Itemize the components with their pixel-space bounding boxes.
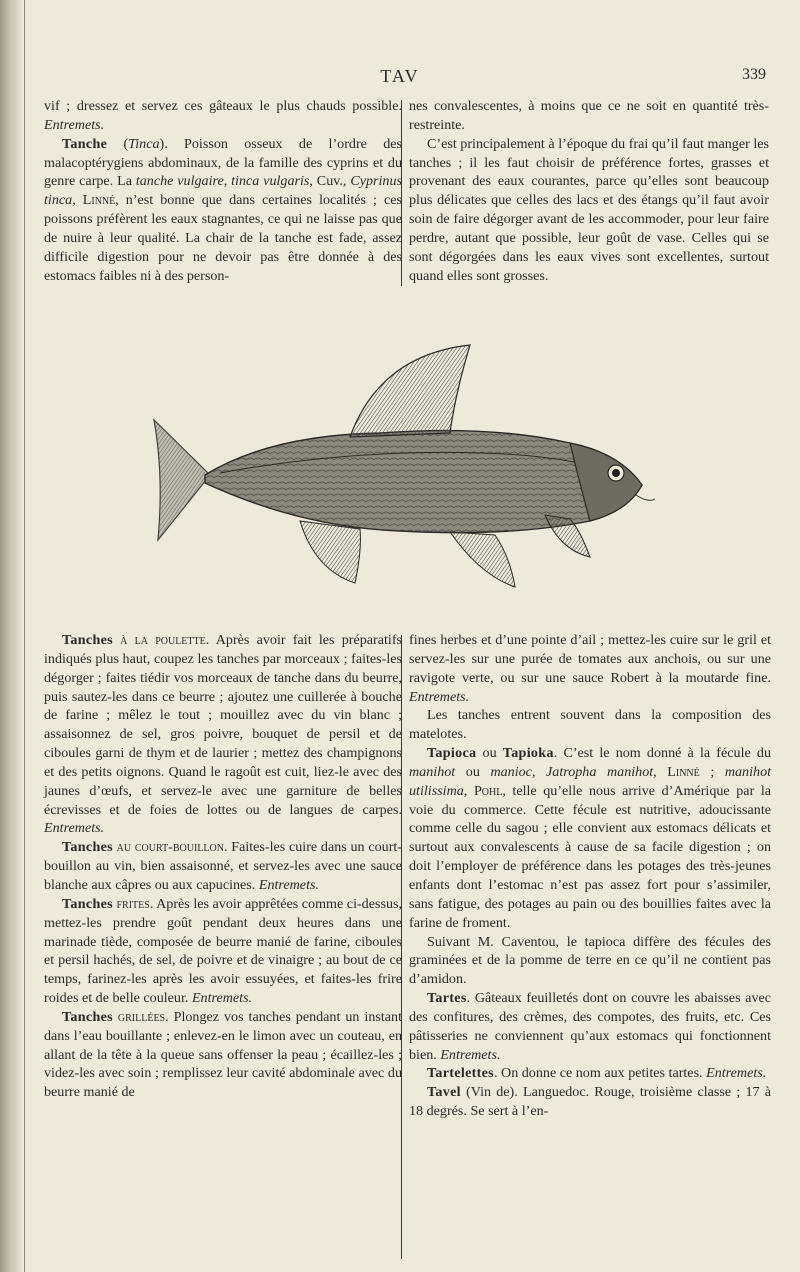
entry-headword: Tapioca	[427, 745, 477, 762]
text: . C’est le nom donné à la fécule du	[553, 745, 771, 762]
text: ;	[699, 763, 725, 780]
author-name: Linné	[667, 763, 700, 780]
latin-name: manioc	[490, 763, 532, 780]
entry-tanches-grillees	[44, 1008, 402, 1102]
latin-name: Cyprinus tinca	[44, 173, 403, 209]
text: ). Poisson osseux de l’ordre des malacoptérygiens abdominaux, de la famille des cyprins et du genre carpe. La	[44, 135, 403, 190]
text: Faites-les cuire dans un court-bouillon au vin, bien assaisonné, et servez-les avec une sauce blanche aux câpres ou aux capucines.	[44, 839, 402, 893]
text: Après avoir fait les préparatifs indiqués plus haut, coupez les tanches par morceaux ; faites-les dégorger ; faites tiédir vos morceaux de tanche dans du beurre, puis sautez-les dans ce beurre ; ajoutez une cuillerée à bouche de farine ; mêlez le tout ; mouillez avec du vin blanc ; assaisonnez de sel, gros poivre, bouquet de persil et de ciboules garni de thym et de laurier ; mettez des champignons et des petits oignons. Quand le ragoût est cuit, liez-le avec des jaunes d’œufs, et servez-le avec une garniture de belles écrevisses et de foies de lottes ou de langues de carpes.	[44, 632, 402, 818]
text: (Vin de). Languedoc. Rouge, troisième classe ; 17 à 18 degrés. Se sert à l’en-	[409, 1084, 771, 1120]
latin-name: manihot utilissima	[409, 763, 772, 799]
entry-headword: Tanches	[62, 839, 113, 856]
entry-headword: Tanches	[62, 632, 113, 648]
entry-tanches-frites	[44, 895, 402, 1008]
entry-tanche	[44, 135, 402, 286]
paragraph: nes convalescentes, à moins que ce ne soit en quantité très-restreinte.	[409, 98, 769, 133]
recipe-name: au court-bouillon.	[112, 839, 228, 856]
entry-headword: Tapioka	[502, 745, 554, 762]
tench-fish-engraving-icon	[150, 325, 660, 615]
entry-tartes	[409, 989, 771, 1064]
paragraph: Suivant M. Caventou, le tapioca diffère des fécules des graminées et de la pomme de terre en ce qu’il ne contient pas d’amidon.	[409, 933, 771, 988]
gutter-edge-line	[24, 0, 25, 1272]
column-top-right	[409, 97, 769, 285]
text: (	[107, 135, 129, 152]
course-label: Entremets.	[44, 820, 105, 837]
course-label: Entremets.	[409, 688, 470, 705]
text: , n’est bonne que dans certaines localités ; ces poissons préfèrent les eaux stagnantes, ce qui ne laisse pas que de nuire à leur qualité. La chair de la tanche est fade, assez difficile digestion pour ne devoir pas être donnée à des estomacs faibles ni à des person-	[44, 192, 403, 284]
fish-tail	[154, 420, 210, 540]
latin-name: Tinca	[128, 135, 160, 152]
entry-headword: Tanche	[62, 135, 108, 152]
entry-tavel	[409, 1083, 771, 1121]
column-top-left	[44, 97, 402, 285]
paragraph: Les tanches entrent souvent dans la composition des matelotes.	[409, 707, 771, 743]
recipe-name: grillées.	[112, 1008, 169, 1025]
column-bottom-right	[409, 631, 771, 1121]
entry-headword: Tartelettes	[427, 1065, 494, 1082]
entry-tartelettes	[409, 1064, 771, 1083]
text: ,	[463, 782, 474, 799]
recipe-name: à la poulette.	[112, 632, 210, 648]
text: ,	[531, 763, 547, 780]
text: ou	[455, 763, 491, 780]
course-label: Entremets.	[440, 1046, 501, 1063]
course-label: Entremets.	[191, 990, 253, 1007]
page-gutter-shadow	[0, 0, 22, 1272]
text: . On donne ce nom aux petites tartes.	[493, 1065, 707, 1082]
paragraph-text: vif ; dressez et servez ces gâteaux le plus chauds possible.	[44, 98, 402, 114]
running-head: TAV	[380, 66, 420, 86]
text: . Gâteaux feuilletés dont on couvre les abaisses avec des confitures, des crèmes, des compotes, des fruits, etc. Ces pâtisseries ne conviennent qu’aux estomacs qui fonctionnent bien.	[409, 990, 771, 1063]
author-name: Pohl	[473, 782, 503, 799]
text: ,	[653, 763, 668, 780]
latin-name: tanche vulgaire, tinca vulgaris	[135, 173, 310, 190]
entry-headword: Tavel	[427, 1084, 461, 1101]
page-header	[0, 66, 800, 90]
recipe-name: frites.	[112, 895, 154, 912]
text: , telle qu’elle nous arrive d’Amérique par la voie du commerce. Cette fécule est nutritive, adoucissante comme celle du sagou ; elle convient aux estomacs délicats et surtout aux convalescents à cause de sa facile digestion ; on doit l’employer de préférence dans les potages des très-jeunes enfants dont l’estomac n’est pas assez fort pour s’assimiler, sans fatigue, des potages au pain ou des bouillies faites avec la farine de froment.	[409, 782, 772, 931]
course-label: Entremets.	[258, 876, 319, 893]
latin-name: manihot	[409, 763, 456, 780]
column-bottom-left	[44, 631, 402, 1102]
text: , Cuv.,	[309, 173, 351, 190]
fish-dorsal-fin	[350, 345, 470, 437]
latin-name: Jatropha manihot	[546, 763, 654, 780]
page-number: 339	[742, 66, 766, 83]
text: ou	[476, 745, 503, 762]
entry-headword: Tanches	[62, 1008, 113, 1025]
text: fines herbes et d’une pointe d’ail ; mettez-les cuire sur le gril et servez-les sur une purée de tomates aux anchois, ou sur une ravigote verte, ou sur une sauce Robert à la moutarde fine.	[409, 632, 771, 686]
text: Plongez vos tanches pendant un instant dans l’eau bouillante ; enlevez-en le limon avec un couteau, en allant de la tête à la queue sans offenser la peau ; écaillez-les ; videz-les avec soin ; remplissez leur cavité abdominale avec du beurre manié de	[44, 1008, 402, 1101]
course-label: Entremets.	[44, 116, 105, 133]
paragraph	[44, 97, 402, 135]
paragraph	[409, 631, 771, 706]
course-label: Entremets.	[706, 1065, 767, 1082]
author-name: Linné	[82, 192, 116, 209]
text: Après les avoir apprêtées comme ci-dessus, mettez-les prendre goût pendant deux heures dans une marinade tiède, composée de beurre manié de farine, ciboules et persil hachés, de sel, de poivre et de vinaigre ; au bout de ce temps, farinez-les après les avoir essuyées, et faites-les frire roides et de belle couleur.	[44, 895, 402, 1007]
entry-tanches-poulette	[44, 631, 402, 838]
entry-tanches-court-bouillon	[44, 838, 402, 895]
paragraph: C’est principalement à l’époque du frai qu’il faut manger les tanches ; il les faut choisir de préférence fortes, grasses et provenant des eaux courantes, parce qu’elles sont beaucoup plus délicates que celles des lacs et des étangs qu’il faut avoir soin de faire dégorger avant de les accommoder, pour leur faire perdre, autant que possible, leur goût de vase. Celles qui se sont dégorgées dans les eaux vives sont excellentes, surtout quand elles sont grosses.	[409, 135, 769, 284]
text: ,	[72, 192, 83, 209]
entry-tapioca	[409, 744, 771, 932]
entry-headword: Tartes	[427, 990, 467, 1007]
entry-headword: Tanches	[62, 895, 113, 912]
